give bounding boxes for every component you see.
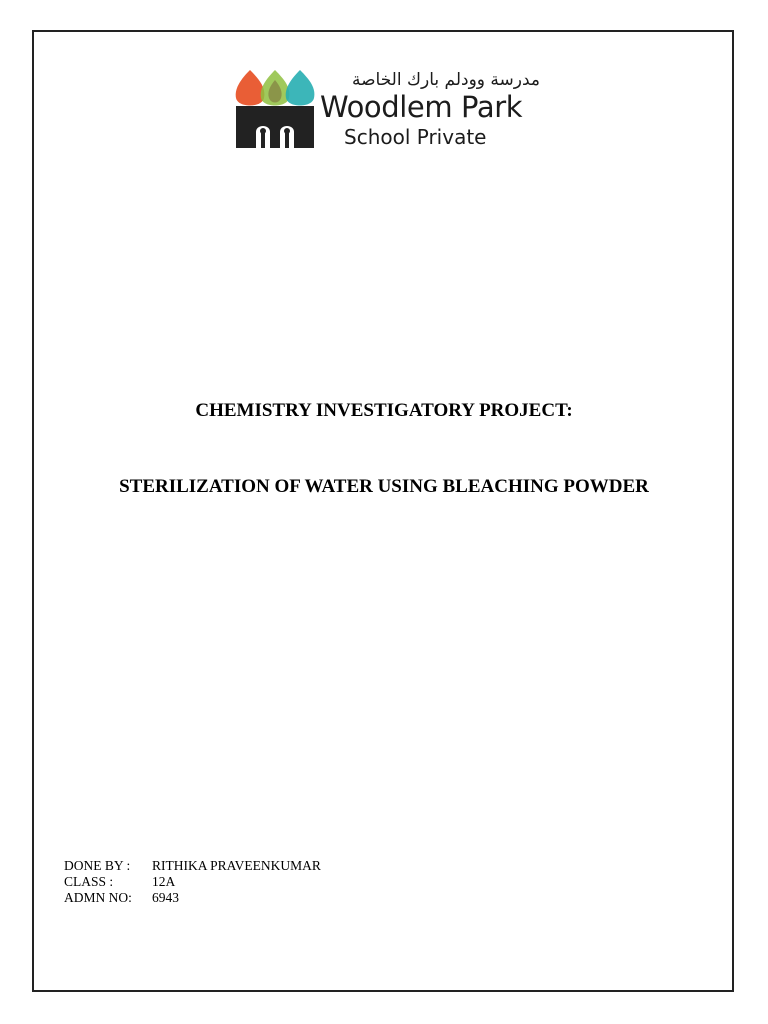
detail-label: DONE BY :	[64, 858, 131, 873]
school-logo	[234, 66, 544, 152]
school-subtitle: School Private	[344, 125, 487, 149]
detail-row-done-by	[64, 858, 321, 874]
project-heading: CHEMISTRY INVESTIGATORY PROJECT:	[195, 400, 573, 421]
detail-label: ADMN NO:	[64, 890, 132, 905]
detail-label: CLASS :	[64, 874, 114, 889]
school-name: Woodlem Park	[320, 90, 523, 124]
school-logo-icon	[234, 66, 316, 150]
page-border	[32, 30, 734, 992]
school-arabic-name: مدرسة وودلم بارك الخاصة	[351, 70, 540, 90]
project-topic: STERILIZATION OF WATER USING BLEACHING POWDER	[119, 476, 649, 497]
detail-row-class	[64, 874, 321, 890]
detail-value: 12A	[152, 874, 176, 889]
student-details	[64, 858, 321, 906]
detail-value: RITHIKA PRAVEENKUMAR	[152, 858, 321, 873]
detail-value: 6943	[152, 890, 179, 905]
detail-row-admn-no	[64, 890, 321, 906]
